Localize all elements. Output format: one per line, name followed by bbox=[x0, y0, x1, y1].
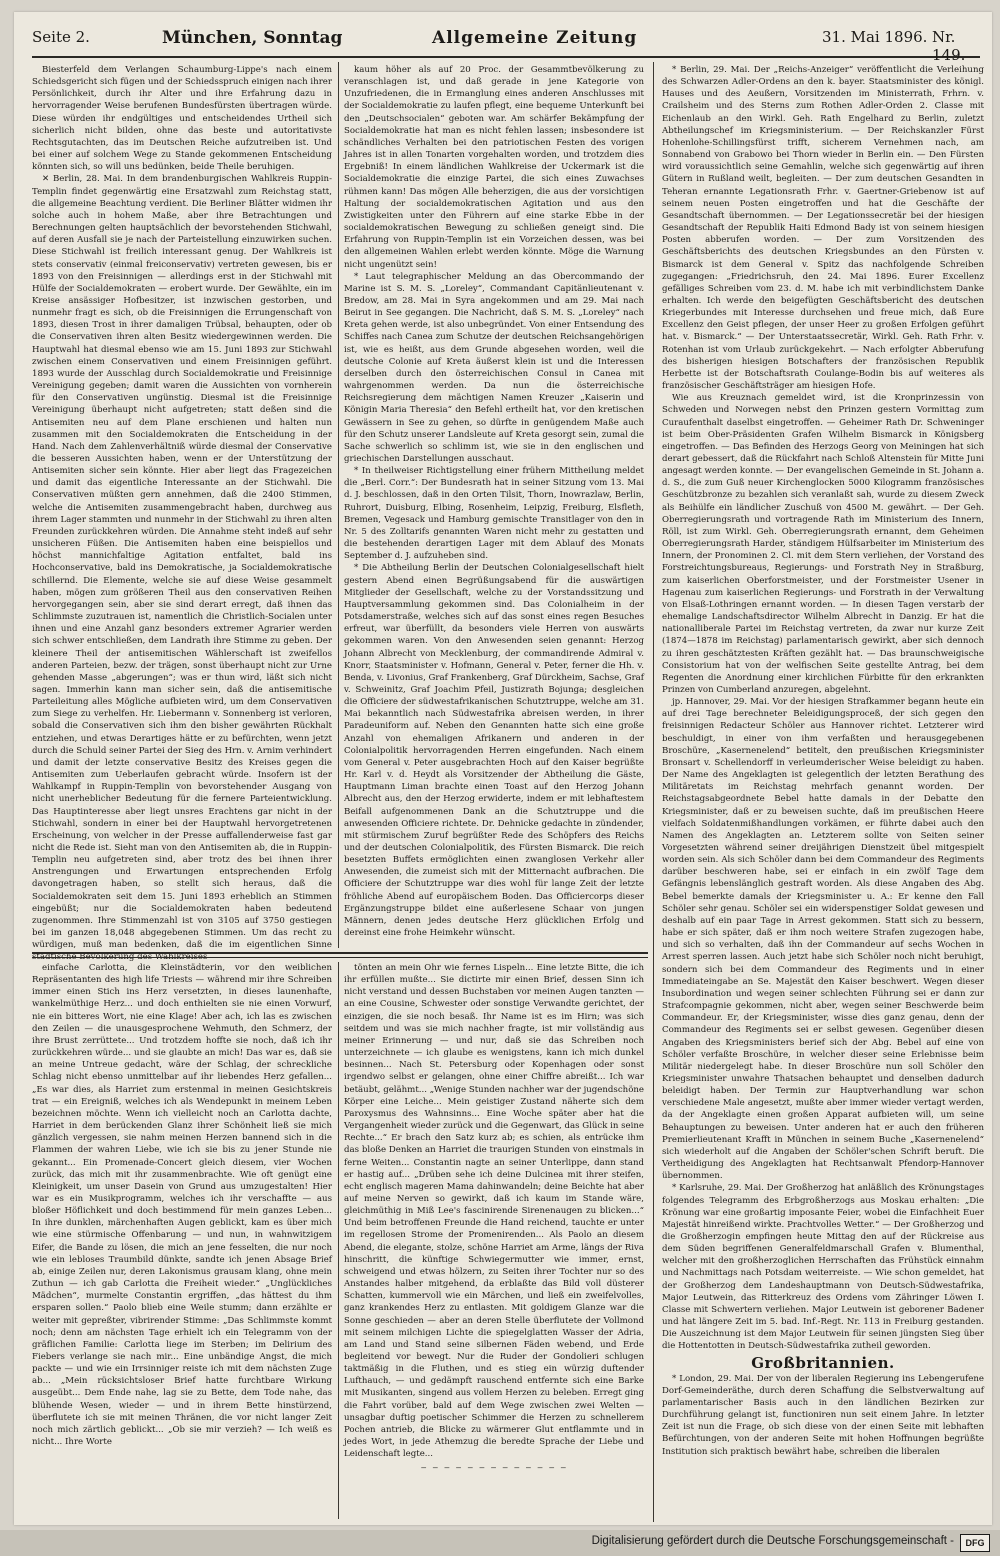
masthead bbox=[32, 26, 980, 64]
newspaper-title: Allgemeine Zeitung bbox=[432, 28, 638, 48]
footer-credit: Digitalisierung gefördert durch die Deutsche Forschungsgemeinschaft - bbox=[591, 1535, 954, 1547]
column-two bbox=[344, 64, 644, 946]
column-rule bbox=[653, 62, 654, 1522]
article-paragraph: * Karlsruhe, 29. Mai. Der Großherzog hat anläßlich des Krönungstages folgendes Telegramm des Erbgroßherzogs aus Moskau erhalten: „Die Krönung war eine großartig imposante Feier, wobei die Einfachheit Euer Majestät hinreißend wirkte. Prachtvolles Wetter.“ — Der Großherzog und die Großherzogin empfingen heute Mittag den auf der Rückreise aus dem Süden begriffenen Generalfeldmarschall Grafen v. Blumenthal, welcher mit den großherzoglichen Herrschaften das Frühstück einnahm und Nachmittags nach Potsdam weiterreiste. — Wie schon gemeldet, hat der Großherzog dem Landeshauptmann von Deutsch-Südwestafrika, Major Leutwein, das Ritterkreuz des Ordens vom Zähringer Löwen I. Classe mit Schwertern verliehen. Major Leutwein ist geborener Badener und hat längere Zeit im 5. bad. Inf.-Regt. Nr. 113 in Freiburg gestanden. Die Auszeichnung ist dem Major Leutwein für seinen jüngsten Sieg über die Hottentotten in Deutsch-Südwestafrika zutheil geworden. bbox=[662, 1183, 984, 1352]
column-one bbox=[32, 64, 332, 963]
article-paragraph: Biesterfeld dem Verlangen Schaumburg-Lippe's nach einem Schiedsgericht sich fügen und der Schiedsspruch einigen nach ihrer Persönlichkeit, durch ihr Alter und ihre Erfahrung dazu in hervorragender Weise berufenen Bundesfürsten übertragen würde. Diese würden ihr endgültiges und entscheidendes Urtheil sich sicherlich nicht bilden, ohne das beste und autoritativste Rechtsgutachten, das im Deutschen Reiche aufzutreiben ist. Und bei einer auf solchem Wege zu Stande gekommenen Entscheidung könnten sich, so will uns bedünken, beide Theile beruhigen. bbox=[32, 65, 332, 173]
feuilleton-column-two bbox=[344, 962, 644, 1519]
feuilleton-rule-thin bbox=[32, 957, 648, 958]
article-paragraph: * London, 29. Mai. Der von der liberalen Regierung ins Lebengerufene Dorf-Gemeinderäthe, durch deren Schaffung die Selbstverwaltung auf parlamentarischer Basis auch in den ländlichen Bezirken zur Durchführung gelangt ist, functioniren nun seit einem Jahre. In letzter Zeit ist nun die Frage, ob sich diese von der einen Seite mit lebhaften Befürchtungen, von der anderen Seite mit hohen Hoffnungen begrüßte Institution sich praktisch bewährt habe, schreiben die liberalen bbox=[662, 1373, 984, 1457]
feuilleton-end-divider: — — — — — — — — — — — — — bbox=[421, 1463, 567, 1473]
article-paragraph: kaum höher als auf 20 Proc. der Gesammtbevölkerung zu veranschlagen ist, und daß gerade in jene Kategorie von Unzufriedenen, die in Ermanglung eines anderen Anschlusses mit der Socialdemokratie zu laufen pflegt, eine bequeme Unterkunft bei den „Deutschsocialen“ geboten war. Am schärfer Bekämpfung der Socialdemokratie hat man es nicht fehlen lassen; insbesondere ist schändliches Verhalten bei den patriotischen Festen des vorigen Jahres ist in allen Tonarten vorgehalten worden, und trotzdem dies Ergebniß! In einem ländlichen Wahlkreise der Uckermark ist die Socialdemokratie die einzige Partei, die sich eines Zuwachses rühmen kann! Das mögen Alle beherzigen, die aus der vorsichtigen Haltung der socialdemokratischen Agitation und aus den Zwistigkeiten unter den Führern auf eine starke Ebbe in der socialdemokratischen Bewegung zu schließen geneigt sind. Die Erfahrung von Ruppin-Templin ist ein Vorzeichen dessen, was bei den allgemeinen Wahlen erlebt werden könnte. Möge die Warnung nicht ungenützt sein! bbox=[344, 65, 644, 270]
digitization-footer bbox=[0, 1530, 1000, 1556]
page-number: Seite 2. bbox=[32, 28, 90, 46]
section-heading: Großbritannien. bbox=[751, 1353, 895, 1372]
feuilleton-text: tönten an mein Ohr wie fernes Lispeln... Eine letzte Bitte, die ich ihr erfüllen mußte... Sie dictirte mir einen Brief, dessen Sinn ich nicht verstand und dessen Buchstaben vor meinen Augen tanzten — an eine Cousine, Schwester oder sonstige Verwandte gerichtet, der einzigen, die sie noch besaß. Ihr Name ist es im Hirn; was sich seitdem und was sie mich nachher fragte, ist mir vollständig aus meiner Erinnerung — und nur, daß sie das Schreiben noch unterzeichnete — ich glaube es wenigstens, kann ich mich dunkel besinnen... Nach St. Petersburg oder Kopenhagen oder sonst irgendwo selbst er gelangen, ohne einer Chiffre abreißt... Ich war betäubt, gelähmt... „Wenige Stunden nachher war der jugendschöne Körper eine Leiche... Mein geistiger Zustand näherte sich dem Paroxysmus des Wahnsinns... Eine Woche später aber hat die Vergangenheit wieder zurück und die Gegenwart, das Glück in seine Rechte...“ Er brach den Satz kurz ab; es schien, als entrücke ihm das bloße Denken an Harriet die traurigen Stunden von einstmals in ferne Weiten... Constantin nagte an seiner Unterlippe, dann stand er hastig auf... „Drüben sehe ich deine Dulcinea mit ihrer steifen, echt englisch mageren Mama dahinwandeln; deine Beichte hat aber auf meine Nerven so gewirkt, daß ich kaum im Stande wäre, gleichmüthig in Miß Lee's fascinirende Sirenenaugen zu blicken...“ Und beim betroffenen Freunde die Hand reichend, tauchte er unter im regellosen Strome der Promenirenden... Als Paolo an diesem Abend, die elegante, stolze, schöne Harriet am Arme, längs der Riva hinschritt, die künftige Schwiegermutter wie immer, ernst, schweigend und etwas hölzern, zu Seiten ihrer Tochter nur so des Anstandes halber mitgehend, da erblaßte das Bild voll düsterer Schatten, kummervoll wie ein Märchen, und ließ ein zweifelvolles, ganz krankendes Herz zu entlasten. Mit goldigem Glanze war die Sonne geschieden — aber an deren Stelle überflutete der Vollmond mit seinem milchigen Lichte die spiegelglatten Wasser der Adria, am Land und Stand seine silbernen Fäden webend, und Erde begleitend vor bewegt. Nur die Ruder der Gondolieri schlugen taktmäßig in die Fluthen, und es stieg ein würzig duftender Lufthauch, — und gedämpft rauschend entfernte sich eine Barke mit Musikanten, singend aus vollem Herzen zu beleben. Erregt ging die Fahrt vorüber, bald auf dem Wege zwischen zwei Welten — unsagbar duftig poetischer Schimmer die Herzen zu schnellerem Pochen antrieb, die Blicke zu wärmerer Glut entflammte und in jedes Wort, in jede Athemzug die beredte Sprache der Liebe und Leidenschaft legte... bbox=[344, 963, 645, 1460]
article-paragraph: jp. Hannover, 29. Mai. Vor der hiesigen Strafkammer begann heute ein auf drei Tage berechneter Beleidigungsproceß, der sich gegen den freisinnigen Redacteur Schöler aus Hannover richtet. Letzterer wird beschuldigt, in einer von ihm verfaßten und herausgegebenen Broschüre, „Kasernenelend“ betitelt, den preußischen Kriegsminister Bronsart v. Schellendorff in verleumderischer Weise beleidigt zu haben. Der Name des Angeklagten ist gelegentlich der letzten Berathung des Militäretats im Reichstag mehrfach genannt worden. Der Reichstagsabgeordnete Bebel hatte damals in der Debatte den Kriegsminister, daß er zu beweisen suchte, daß im preußischen Heere vielfach Soldatenmißhandlungen vorkämen, er führte dabei auch den Namen des Angeklagten an. Letzterem sollte von Seiten seiner Vorgesetzten während seiner dreijährigen Dienstzeit übel mitgespielt worden sein. Als sich Schöler dann bei dem Commandeur des Regiments darüber beschweren habe, sei er einfach in ein zwölf Tage dem Gefängnis lebenslänglich gestraft worden. Als diese Angaben des Abg. Bebel bemerkte damals der Kriegsminister u. A.: Er kenne den Fall Schöler sehr genau. Schöler sei ein widerspenstiger Soldat gewesen und deshalb auf ein paar Tage in Arrest gekommen. Statt sich zu bessern, habe er sich später, daß er ihm noch weitere Strafen zugezogen habe, und sich so verhalten, daß ihn der Commandeur auf sechs Wochen in Arrest sperren lassen. Auch jetzt habe sich Schöler noch nicht beruhigt, sondern sich bei dem Commandeur des Regiments und in einer Immediateingabe an Se. Majestät den Kaiser beschwert. Wegen dieser Insubordination und wegen seiner schlechten Führung sei er dann zur Strafcompagnie gekommen, nicht aber, wegen seiner Beschwerde beim Commandeur. Er, der Kriegsminister, wisse dies ganz genau, denn der Commandeur des Regiments sei er selbst gewesen. Gegenüber diesen Angaben des Kriegsministers berief sich der Abg. Bebel auf eine von Schöler verfaßte Broschüre, in welcher dieser seine Erlebnisse beim Militär niedergelegt habe. In dieser Broschüre nun soll Schöler den Kriegsminister unwahre Thatsachen behauptet und denselben dadurch beleidigt haben. Der Termin zur Hauptverhandlung war schon verschiedene Male angesetzt, mußte aber immer wieder vertagt werden, da der Angeklagte einen großen Apparat aufbieten will, um seine Behauptungen zu beweisen. Unter anderen hat er auch den früheren Premierlieutenant Krafft in München in seinem Buche „Kasernenelend“ sich wiederholt auf die Angaben der Schöler'schen Schrift beruft. Die Vertheidigung des Angeklagten hat Rechtsanwalt Pfendorp-Hannover übernommen. bbox=[662, 697, 984, 1182]
article-paragraph: * In theilweiser Richtigstellung einer frühern Mittheilung meldet die „Berl. Corr.“: Der Bundesrath hat in seiner Sitzung vom 13. Mai d. J. beschlossen, daß in den Orten Tilsit, Thorn, Inowrazlaw, Berlin, Ruhrort, Duisburg, Elbing, Rosenheim, Leipzig, Freiburg, Elsfleth, Bremen, Vegesack und Hamburg gemischte Transitlager von den in Nr. 5 des Zolltarifs genannten Waren nicht mehr zu gestatten und die bestehenden derartigen Lager mit dem Ablauf des Monats September d. J. aufzuheben sind. bbox=[344, 466, 644, 562]
feuilleton-column-one bbox=[32, 962, 332, 1519]
column-three bbox=[662, 64, 984, 1519]
feuilleton-rule bbox=[32, 952, 648, 954]
dfg-logo-icon: DFG bbox=[960, 1534, 990, 1552]
feuilleton-text: einfache Carlotta, die Kleinstädterin, vor den weiblichen Repräsentanten des high life Triests — während mir ihre Schreiben immer einen Stich ins Herz versetzten, in dieses launenhafte, wankelmüthige Herz... und doch enthielten sie nie einen Vorwurf, nie ein bitteres Wort, nie eine Klage! Aber ach, ich las es zwischen den Zeilen — die unausgesprochene Wehmuth, den Schmerz, der ihre Brust zerrüttete... Und trotzdem hoffte sie noch, daß ich ihr zurückkehren würde... und sie glaubte an mich! Das war es, daß sie an meine Untreue gedacht, wäre der Schlag, der schreckliche Schlag nicht ebenso unmittelbar auf ihr liebendes Herz gefallen... „Es war dies, als Harriet zum erstenmal in meinen Gesichtskreis trat — ein Ereigniß, welches ich als Wendepunkt in meinem Leben bezeichnen möchte. Wenn ich vielleicht noch an Carlotta dachte, Harriet in dem berückenden Glanz ihrer Schönheit ließ sie mich gänzlich vergessen, sie nahm meinen Herzen bannend sich in die Flammen der wahren Liebe, wie ich sie bis zu jener Stunde nie gekannt... Ein Promenade-Concert gleich diesem, vier Wochen zurück, das mich mit ihr zusammenbrachte. Wie oft genügt eine Kleinigkeit, um unser Dasein von Grund aus umzugestalten! Hier war es ein Musikprogramm, welches ich ihr verschaffte — aus bloßer Höflichkeit und doch bestimmend für mein ganzes Leben... In ihre dunklen, märchenhaften Augen geblickt, kam es über mich wie eine stürmische Offenbarung — und nun, in wahnwitzigem Eifer, die Bande zu lösen, die mich an jene fesselten, die nur noch wie ein lebloses Traumbild dünkte, sandte ich jenen Absage Brief ab, einige Zeilen nur, deren Lakonismus grausam klang, ohne mein Zuthun — ich gab Carlotta die Freiheit wieder.“ „Unglückliches Mädchen“, murmelte Constantin ergriffen, „das hättest du ihm ersparen sollen.“ Paolo blieb eine Weile stumm; dann erzählte er weiter mit gepreßter, vibrirender Stimme: „Das Schlimmste kommt noch; denn am nächsten Tage erhielt ich ein Telegramm von der gräflichen Familie: Carlotta liege im Sterben; im Delirium des Fiebers verlange sie nach mir... Eine unbändige Angst, die mich packte — und wie ein Irrsinniger reiste ich mit dem nächsten Zuge ab... „Mein rücksichtsloser Brief hatte furchtbare Wirkung ausgeübt... Dem Ende nahe, lag sie zu Bette, dem Tode nahe, das blühende Wesen, wieder — und in ihrem Bette hinstürzend, überflutete ich sie mit meinen Thränen, die vor nicht langer Zeit noch mich zärtlich geblickt... „Ob sie mir verzieh? — Ich weiß es nicht... Ihre Worte bbox=[32, 963, 332, 1448]
article-paragraph: * Laut telegraphischer Meldung an das Obercommando der Marine ist S. M. S. „Loreley“, Commandant Capitänlieutenant v. Bredow, am 28. Mai in Syra angekommen und am 29. Mai nach Beirut in See gegangen. Die Nachricht, daß S. M. S. „Loreley“ nach Kreta gehen werde, ist also unbegründet. Von einer Entsendung des Schiffes nach Canea zum Schutze der deutschen Reichsangehörigen ist, wie es heißt, aus dem Grunde abgesehen worden, weil die deutsche Colonie auf Kreta äußerst klein ist und die Interessen derselben durch den österreichischen Consul in Canea mit wahrgenommen werden. Da nun die österreichische Reichsregierung dem mächtigen Namen Kreuzer „Kaiserin und Königin Maria Theresia“ den Befehl ertheilt hat, vor den kretischen Gewässern in See zu gehen, so dürfte in genügendem Maße auch für den Schutz unserer Landsleute auf Kreta gesorgt sein, zumal die Sache schwerlich so schlimm ist, wie sie in den englischen und griechischen Darstellungen ausschaut. bbox=[344, 271, 644, 464]
article-paragraph: * Die Abtheilung Berlin der Deutschen Colonialgesellschaft hielt gestern Abend einen Begrüßungsabend für die auswärtigen Mitglieder der Gesellschaft, welche zu der Vorstandssitzung und Hauptversammlung gekommen sind. Das Colonialheim in der Potsdamerstraße, welches sich auf das sonst eines regen Besuches erfreut, war überfüllt, da besonders viele Herren von auswärts gekommen waren. Von den Anwesenden seien genannt: Herzog Johann Albrecht von Mecklenburg, der commandirende Admiral v. Knorr, Staatsminister v. Hofmann, General v. Peter, ferner die Hh. v. Benda, v. Livonius, Graf Frankenberg, Graf Dürckheim, Sachse, Graf v. Schweinitz, Graf Joachim Pfeil, Justizrath Bojunga; desgleichen die Officiere der südwestafrikanischen Schutztruppe, welche am 31. Mai bekanntlich nach Südwestafrika abreisen werden, in ihrer Paradeuniform auf. Neben den Genannten hatte sich eine große Anzahl von ehemaligen Afrikanern und anderen in der Colonialpolitik hervorragenden Herren eingefunden. Nach einem vom General v. Peter ausgebrachten Hoch auf den Kaiser begrüßte Hr. Karl v. d. Heydt als Vorsitzender der Abtheilung die Gäste, Hauptmann Liman brachte einen Toast auf den Herzog Johann Albrecht aus, den der Herzog erwiderte, indem er mit lebhaftestem Beifall aufgenommenen Dank an die Schutztruppe und die anwesenden Officiere richtete. Dr. Dehnicke gedachte in zündender, mit stürmischem Zuruf begrüßter Rede des Schöpfers des Reichs und der deutschen Colonialpolitik, des Fürsten Bismarck. Die reich besetzten Buffets ermöglichten einen zwanglosen Verkehr aller Anwesenden, die zumeist sich mit der Mitternacht aufbrachen. Die Officiere der Schutztruppe war dies wohl für lange Zeit der letzte fröhliche Abend auf europäischem Boden. Das Officiercorps dieser Ergänzungstruppe bildet eine außerlesene Schaar von jungen Männern, denen jedes deutsche Herz glücklichen Erfolg und dereinst eine frohe Heimkehr wünscht. bbox=[344, 563, 644, 939]
column-rule bbox=[338, 962, 339, 1519]
article-paragraph: ✕ Berlin, 28. Mai. In dem brandenburgischen Wahlkreis Ruppin-Templin findet gegenwärtig eine Ersatzwahl zum Reichstag statt, die allgemeine Beachtung verdient. Die Berliner Blätter widmen ihr solche auch in hohem Maße, aber ihre Betrachtungen und Berechnungen gelten hauptsächlich der bevorstehenden Stichwahl, auf deren Ausfall sie je nach der Parteistellung einzuwirken suchen. Diese Stichwahl ist freilich interessant genug. Der Wahlkreis ist stets conservativ (einmal freiconservativ) vertreten gewesen, bis er 1893 von den Freisinnigen — allerdings erst in der Stichwahl mit Hülfe der Socialdemokraten — erobert wurde. Der Gewählte, ein im Kreise ansässiger Hofbesitzer, ist inzwischen gestorben, und nunmehr fragt es sich, ob die Freisinnigen die Errungenschaft von 1893, diesen Trost in ihrer damaligen Trübsal, behaupten, oder ob die Conservativen ihren alten Besitz wiedergewinnen werden. Die Hauptwahl hat diesmal ebenso wie am 15. Juni 1893 zur Stichwahl zwischen einem Conservativen und einem Freisinnigen geführt. 1893 wurde der Ausschlag durch Socialdemokratie und Freisinnige Vereinigung gegeben; damit waren die Aussichten von vornherein für den Conservativen ungünstig. Diesmal ist die Freisinnige Vereinigung überhaupt nicht aufgetreten; statt deßen sind die Antisemiten neu auf dem Plane erschienen und halten nun zusammen mit den Socialdemokraten die Entscheidung in der Hand. Nach dem Zahlenverhältniß würde diesmal der Conservative die besseren Aussichten haben, wenn er der Unterstützung der Antisemiten sicher sein könnte. Hier aber liegt das Fragezeichen und damit das eigentliche Interessante an der Stichwahl. Die Conservativen müßten gern annehmen, daß die 2400 Stimmen, welche die Antisemiten zusammengebracht haben, durchweg aus ihrem Lager stammten und nunmehr in der Stichwahl zu ihren alten Freunden zurückkehren würden. Die Annahme steht indeß auf sehr unsicheren Füßen. Die Antisemiten haben eine beispiellos und höchst mannichfaltige Agitation entfaltet, bald ins Hochconservative, bald ins Demokratische, ja Socialdemokratische schillernd. Die Elemente, welche sie auf diese Weise gesammelt haben, mögen zum größeren Theil aus den conservativen Reihen hervorgegangen sein, aber sie sind derart erregt, daß ihnen das Schlimmste zuzutrauen ist, namentlich die Christlich-Socialen unter ihnen und eine Anzahl ganz besonders extremer Agrarier werden sich schwer entschließen, dem Landrath ihre Stimme zu geben. Der kleinere Theil der antisemitischen Wählerschaft ist zweifellos anderen Parteien, bezw. der trägen, sonst überhaupt nicht zur Urne gehenden Masse „abgerungen“; was er thun wird, läßt sich nicht sagen. Immerhin kann man sicher sein, daß die antisemitische Parteileitung alles Mögliche aufbieten wird, um dem Conservativen zum Siege zu verhelfen. Hr. Liebermann v. Sonnenberg ist verloren, sobald die Conservativen sich ihm den bisher gewährten Rückhalt entziehen, und etwas Derartiges hätte er zu befürchten, wenn jetzt durch die Schuld seiner Partei der Sieg des Hrn. v. Arnim verhindert und damit der letzte conservative Besitz des Kreises gegen die Antisemiten zum Ueberlaufen gebracht würde. Insofern ist der Wahlkampf in Ruppin-Templin von bevorstehender Ausgang von nicht unerheblicher Bedeutung für die fernere Parteientwicklung. Das Hauptinteresse aber liegt unsres Erachtens gar nicht in der Stichwahl, sondern in einer bei der Hauptwahl hervorgetretenen Erscheinung, von welcher in der Presse auffallenderweise fast gar nicht die Rede ist. Sieht man von den Antisemiten ab, die in Ruppin-Templin neu aufgetreten sind, aber trotz des bei ihnen ihrer Anstrengungen und Erwartungen entsprechenden Erfolg davongetragen haben, so stellt sich heraus, daß die Socialdemokraten seit dem 15. Juni 1893 erheblich an Stimmen eingebüßt; nur die Socialdemokraten haben bedeutend zugenommen. Ihre Stimmenzahl ist von 3105 auf 3750 gestiegen bei im ganzen 18,048 abgegebenen Stimmen. Um das recht zu würdigen, muß man bedenken, daß die im eigentlichen Sinne städtische Bevölkerung des Wahlkreises bbox=[32, 174, 332, 963]
issue-date: 31. Mai 1896. bbox=[822, 28, 928, 46]
article-paragraph: * Berlin, 29. Mai. Der „Reichs-Anzeiger“ veröffentlicht die Verleihung des Schwarzen Adler-Ordens an den k. bayer. Staatsminister des königl. Hauses und des Aeußern, Vorsitzenden im Ministerrath, Frhrn. v. Crailsheim und des Sterns zum Rothen Adler-Orden 2. Classe mit Eichenlaub an den Wirkl. Geh. Rath Engelhard zu Berlin, zuletzt Abtheilungschef im Kriegsministerium. — Der Reichskanzler Fürst Hohenlohe-Schillingsfürst trifft, sicherem Vernehmen nach, am Sonnabend von Grabowo bei Thorn wieder in Berlin ein. — Den Fürsten wird voraussichtlich seine Gemahlin, welche sich gegenwärtig auf ihren Gütern in Rußland weilt, begleiten. — Der zum deutschen Gesandten in Teheran ernannte Legationsrath Frhr. v. Gaertner-Griebenow ist auf seinem neuen Posten eingetroffen und hat die Geschäfte der Gesandtschaft übernommen. — Der Legationssecretär bei der hiesigen Gesandtschaft der Republik Haiti Edmond Bady ist von seinem hiesigen Posten abberufen worden. — Der zum Vorsitzenden des Geschäftsberichts des deutschen Kriegsbundes an den Fürsten v. Bismarck ist dem General v. Spitz das nachfolgende Schreiben zugegangen: „Friedrichsruh, den 24. Mai 1896. Eurer Excellenz gefälliges Schreiben vom 23. d. M. habe ich mit verbindlichstem Danke erhalten. Ich werde den beigefügten Geschäftsbericht des deutschen Kriegerbundes mit Interesse durchsehen und freue mich, daß Eure Excellenz den Geist pflegen, der unser Heer zu großen Erfolgen geführt hat. v. Bismarck.“ — Der Unterstaatssecretär, Wirkl. Geh. Rath Frhr. v. Rotenhan ist vom Urlaub zurückgekehrt. — Nach erfolgter Abberufung des bisherigen hiesigen Botschafters der französischen Republik Herbette ist der Botschaftsrath Coulange-Bodin bis auf weiteres als französischer Geschäftsträger am hiesigen Hofe. bbox=[662, 65, 984, 392]
newspaper-page bbox=[14, 12, 992, 1525]
article-paragraph: Wie aus Kreuznach gemeldet wird, ist die Kronprinzessin von Schweden und Norwegen nebst den Prinzen gestern Vormittag zum Curaufenthalt daselbst eingetroffen. — Geheimer Rath Dr. Schweninger ist beim Ober-Präsidenten Grafen Wilhelm Bismarck in Königsberg eingetroffen. — Das Befinden des Herzogs Georg von Meiningen hat sich derart gebessert, daß die Rückfahrt nach Schloß Altenstein für Mitte Juni angesagt werden konnte. — Der evangelischen Gemeinde in St. Johann a. d. S., die zum Guß neuer Kirchenglocken 5000 Kilogramm französisches Geschützbronze zu bezahlen sich veranlaßt sah, wurde zu diesem Zweck als Beihülfe ein ländlicher Zuschuß von 4500 M. gewährt. — Der Geh. Oberregierungsrath und vortragende Rath im Ministerium des Innern, Röll, ist zum Wirkl. Geh. Oberregierungsrath ernannt, dem Geheimen Oberregierungsrath Harder, ständigem Hülfsarbeiter im Ministerium des Innern, der Pronominen 2. Cl. mit dem Stern verliehen, der Vorstand des Forstreichtungsbureaus, Regierungs- und Forstrath Ney in Straßburg, zum kaiserlichen Oberforstmeister, und der Forstmeister Usener in Hagenau zum kaiserlichen Regierungs- und Forstrath in der Verwaltung von Elsaß-Lothringen ernannt worden. — In diesen Tagen verstarb der ehemalige Landschaftsdirector Wilhelm Albrecht in Danzig. Er hat die nationalliberale Partei im Reichstag vertreten, da zwar nur kurze Zeit (1874—1878 im Reichstag) parlamentarisch gewirkt, aber sich dennoch zu ihren geschätztesten Kräften gezählt hat. — Das braunschweigische Consistorium hat von der welfischen Seite gestellte Antrag, bei dem Regenten die Anordnung einer kirchlichen Fürbitte für den erkrankten Prinzen von Cumberland anzuregen, abgelehnt. bbox=[662, 393, 984, 695]
city-day: München, Sonntag bbox=[162, 28, 343, 48]
issue-number: Nr. 149. bbox=[932, 28, 966, 64]
column-rule bbox=[338, 62, 339, 948]
